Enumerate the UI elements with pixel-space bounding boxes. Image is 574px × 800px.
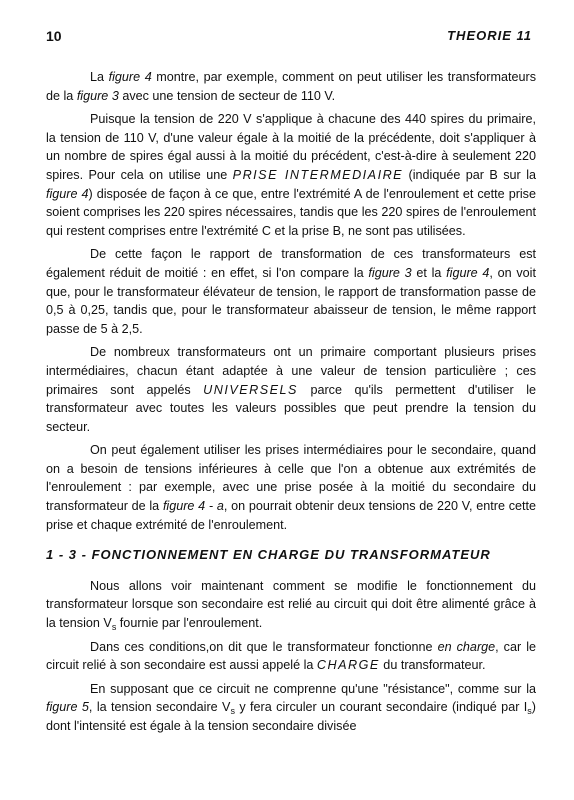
text-run: Puisque la tension de 220 V s'applique à chacune des 440 spires du primaire, la tension de 110 V, d'une valeur égale à la moitié de la précédente, doit s'appliquer à un nombre de spires égal aussi à la moitié du précédent, c'est-à-dire à seulement 220 spires. Pour cela on utilise une [46,112,536,182]
figure-reference: figure 4 [108,70,152,84]
text-run: En supposant que ce circuit ne comprenne qu'une "résistance", comme sur la [90,681,536,696]
figure-reference: figure 3 [76,88,119,103]
text-run: , on voit que, pour le transformateur élévateur de tension, le rapport de transformation passe de 0,5 à 0,25, tandis que, pour le transformateur abaisseur de tension, le même rapport passe de 5 à 2,5. [46,265,536,336]
figure-reference: figure 4 - a [162,499,224,514]
subscript: s [230,706,235,717]
text-run: On peut également utiliser les prises intermédiaires pour le secondaire, quand on a besoin de tensions inférieures à celle que l'on a obtenue aux extrémités de l'enroulement : par exemple, avec une prise posée à la moitié du secondaire du transformateur de la [46,443,536,514]
paragraph-resistance [46,680,536,736]
text-run: du transformateur. [379,658,486,673]
section-heading: 1 - 3 - FONCTIONNEMENT EN CHARGE DU TRANSFORMATEUR [46,547,491,563]
paragraph-prise-intermediaire [46,110,536,240]
text-run: De nombreux transformateurs ont un primaire comportant plusieurs prises intermédiaires, chacun étant adaptée à une valeur de tension particulière ; ces primaires sont appelés [46,345,536,397]
page-number: 10 [46,28,62,44]
running-title: THEORIE 11 [447,28,532,43]
paragraph-rapport [46,245,536,338]
text-run: , on pourrait obtenir deux tensions de 220 V, entre cette prise et chaque extrémité de l'enroulement. [46,499,536,532]
paragraph-secondaire [46,441,536,534]
figure-reference: figure 3 [368,265,412,280]
text-run: ) dont l'intensité est égale à la tension secondaire divisée [46,700,536,733]
text-run: De cette façon le rapport de transformation de ces transformateurs est également réduit de moitié : en effet, si l'on compare la [46,247,536,280]
figure-reference: figure 4 [446,265,490,280]
figure-reference: figure 4 [46,186,89,201]
figure-reference: figure 5 [46,700,89,715]
text-run: montre, par exemple, comment on peut utiliser les transformateurs de la [46,70,536,103]
emphasis-term: UNIVERSELS [203,382,298,397]
paragraph-figure-4 [46,68,536,105]
text-run: fournie par l'enroulement. [116,616,263,631]
text-run: Dans ces conditions,on dit que le transformateur fonctionne [90,639,438,654]
emphasis-term: CHARGE [316,658,380,673]
paragraph-universels [46,343,536,436]
text-run: y fera circuler un courant secondaire (indiqué par I [234,700,528,715]
paragraph-fonctionnement [46,577,536,633]
subscript: s [527,706,532,717]
text-run: , la tension secondaire V [88,700,231,715]
text-run: La [90,70,109,84]
paragraph-en-charge [46,638,536,675]
emphasis-term: en charge [437,639,496,654]
text-run: et la [411,265,447,280]
body-text [46,68,536,741]
text-run: (indiquée par B sur la [403,167,536,182]
text-run: , car le circuit relié à son secondaire est aussi appelé la [46,639,536,673]
text-run: parce qu'ils permettent d'utiliser le transformateur avec toutes les valeurs possibles que peut prendre la tension du secteur. [46,382,537,434]
subscript: s [111,622,117,633]
text-run: ) disposée de façon à ce que, entre l'extrémité A de l'enroulement et cette prise soient comprises les 220 spires nécessaires, tandis que les 220 spires de l'enroulement qui restent comprises entre l'extrémité C et la prise B, ne sont pas utilisées. [46,186,536,238]
text-run: avec une tension de secteur de 110 V. [118,88,336,103]
emphasis-term: PRISE INTERMEDIAIRE [232,167,404,182]
text-run: Nous allons voir maintenant comment se modifie le fonctionnement du transformateur lorsque son secondaire est relié au circuit qui doit être alimenté grâce à la tension V [46,578,536,631]
page-header [46,28,532,48]
